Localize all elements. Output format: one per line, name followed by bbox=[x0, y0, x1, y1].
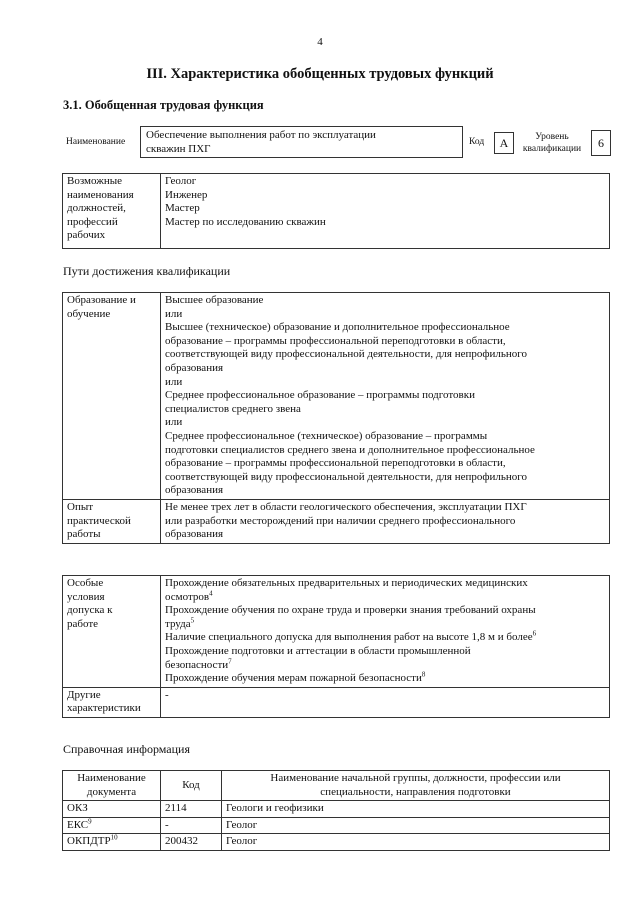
table-row bbox=[63, 174, 610, 249]
condition-text: Прохождение обучения мерам пожарной безопасности bbox=[165, 672, 422, 685]
label-line: должностей, bbox=[67, 202, 126, 215]
experience-line: Не менее трех лет в области геологического обеспечения, эксплуатации ПХГ bbox=[165, 500, 527, 513]
label-line: наименования bbox=[67, 188, 134, 201]
subsection-title: 3.1. Обобщенная трудовая функция bbox=[63, 98, 264, 112]
condition-line bbox=[165, 618, 605, 632]
footnote-ref: 6 bbox=[532, 629, 537, 638]
header-line: Наименование начальной группы, должности, профессии или bbox=[270, 772, 561, 784]
footnote-ref: 10 bbox=[110, 833, 118, 842]
education-line: образования bbox=[165, 361, 224, 374]
column-header-name bbox=[222, 771, 610, 801]
positions-list bbox=[161, 174, 610, 249]
special-value bbox=[161, 576, 610, 688]
condition-line bbox=[165, 656, 605, 673]
label-line: работе bbox=[67, 617, 99, 630]
condition-text: осмотров bbox=[165, 590, 210, 603]
experience-line: образования bbox=[165, 528, 224, 541]
function-name-line: скважин ПХГ bbox=[146, 142, 211, 155]
label-line: характеристики bbox=[67, 702, 141, 715]
qualification-table bbox=[62, 292, 610, 544]
cell-name: Геолог bbox=[222, 817, 610, 834]
cell-code: - bbox=[161, 817, 222, 834]
reference-heading: Справочная информация bbox=[63, 742, 190, 756]
education-line: образования bbox=[165, 484, 224, 497]
education-line: подготовки специалистов среднего звена и дополнительное профессиональное bbox=[165, 443, 535, 456]
table-row bbox=[63, 687, 610, 717]
table-header-row bbox=[63, 771, 610, 801]
condition-line bbox=[165, 588, 605, 605]
paths-heading: Пути достижения квалификации bbox=[63, 264, 231, 278]
reference-table bbox=[62, 770, 610, 851]
table-row bbox=[63, 293, 610, 500]
header-line: специальности, направления подготовки bbox=[320, 785, 511, 798]
experience-value bbox=[161, 499, 610, 543]
label-line: допуска к bbox=[67, 604, 113, 617]
special-label bbox=[63, 576, 161, 688]
condition-line: Прохождение обязательных предварительных и периодических медицинских bbox=[165, 577, 528, 589]
position-item: Геолог bbox=[165, 175, 197, 187]
section-title: III. Характеристика обобщенных трудовых функций bbox=[146, 66, 494, 82]
document-name: ОКПДТР bbox=[67, 835, 111, 848]
condition-line: Прохождение подготовки и аттестации в области промышленной bbox=[165, 644, 471, 657]
other-value: - bbox=[161, 687, 610, 717]
condition-text: труда bbox=[165, 617, 191, 630]
label-line: профессий bbox=[67, 215, 118, 228]
header-line: документа bbox=[86, 785, 137, 798]
label-line: условия bbox=[67, 590, 105, 603]
level-label-line: Уровень bbox=[535, 132, 569, 142]
table-row bbox=[63, 576, 610, 688]
education-line: Высшее (техническое) образование и дополнительное профессиональное bbox=[165, 321, 510, 334]
cell-name: Геолог bbox=[222, 834, 610, 851]
label-line: обучение bbox=[67, 307, 111, 320]
education-label bbox=[63, 293, 161, 500]
label-line: практической bbox=[67, 514, 131, 527]
label-line: Опыт bbox=[67, 500, 94, 513]
education-line: Высшее образование bbox=[165, 294, 264, 306]
education-line: соответствующей виду профессиональной деятельности, для непрофильного bbox=[165, 348, 528, 361]
condition-line bbox=[165, 631, 605, 645]
condition-text: Наличие специального допуска для выполнения работ на высоте 1,8 м и более bbox=[165, 631, 533, 644]
label-line: Образование и bbox=[67, 294, 136, 306]
label-line: рабочих bbox=[67, 229, 106, 242]
table-row bbox=[63, 817, 610, 834]
function-name-box bbox=[140, 126, 463, 158]
table-row bbox=[63, 834, 610, 851]
footnote-ref: 7 bbox=[228, 656, 232, 665]
condition-text: безопасности bbox=[165, 658, 229, 671]
position-item: Мастер по исследованию скважин bbox=[165, 215, 326, 228]
footnote-ref: 9 bbox=[88, 817, 92, 826]
cell-code: 2114 bbox=[161, 801, 222, 818]
level-label bbox=[516, 131, 588, 155]
education-line: или bbox=[165, 307, 183, 320]
name-label: Наименование bbox=[66, 137, 126, 147]
education-line: или bbox=[165, 416, 183, 429]
footnote-ref: 5 bbox=[190, 616, 195, 625]
positions-label bbox=[63, 174, 161, 249]
footnote-ref: 8 bbox=[421, 670, 426, 679]
level-value: 6 bbox=[591, 130, 611, 156]
table-row bbox=[63, 801, 610, 818]
experience-line: или разработки месторождений при наличии среднего профессионального bbox=[165, 514, 516, 527]
label-line: Другие bbox=[67, 688, 101, 701]
level-label-line: квалификации bbox=[522, 144, 582, 154]
education-line: специалистов среднего звена bbox=[165, 402, 301, 415]
condition-line bbox=[165, 672, 605, 686]
footnote-ref: 4 bbox=[209, 588, 213, 597]
function-name-line: Обеспечение выполнения работ по эксплуатации bbox=[146, 129, 376, 141]
other-label bbox=[63, 687, 161, 717]
education-value bbox=[161, 293, 610, 500]
education-line: Среднее профессиональное (техническое) образование – программы bbox=[165, 429, 488, 442]
label-line: работы bbox=[67, 528, 101, 541]
cell-document bbox=[63, 817, 161, 834]
condition-line: Прохождение обучения по охране труда и проверки знания требований охраны bbox=[165, 604, 536, 617]
position-item: Мастер bbox=[165, 202, 200, 215]
header-line: Наименование bbox=[77, 772, 146, 784]
position-item: Инженер bbox=[165, 188, 208, 201]
cell-code: 200432 bbox=[161, 834, 222, 851]
code-value: А bbox=[494, 132, 514, 154]
column-header-document bbox=[63, 771, 161, 801]
page-number: 4 bbox=[317, 36, 323, 48]
code-label: Код bbox=[469, 137, 485, 147]
cell-document bbox=[63, 834, 161, 851]
cell-name: Геологи и геофизики bbox=[222, 801, 610, 818]
document-name: ЕКС bbox=[67, 818, 89, 831]
conditions-table bbox=[62, 575, 610, 718]
education-line: образование – программы профессиональной переподготовки в области, bbox=[165, 457, 506, 470]
label-line: Возможные bbox=[67, 175, 122, 187]
education-line: или bbox=[165, 375, 183, 388]
label-line: Особые bbox=[67, 577, 104, 589]
column-header-code: Код bbox=[161, 771, 222, 801]
education-line: соответствующей виду профессиональной деятельности, для непрофильного bbox=[165, 470, 528, 483]
positions-table bbox=[62, 173, 610, 249]
table-row bbox=[63, 499, 610, 543]
education-line: Среднее профессиональное образование – программы подготовки bbox=[165, 389, 475, 402]
education-line: образование – программы профессиональной переподготовки в области, bbox=[165, 334, 506, 347]
experience-label bbox=[63, 499, 161, 543]
cell-document: ОКЗ bbox=[63, 801, 161, 818]
